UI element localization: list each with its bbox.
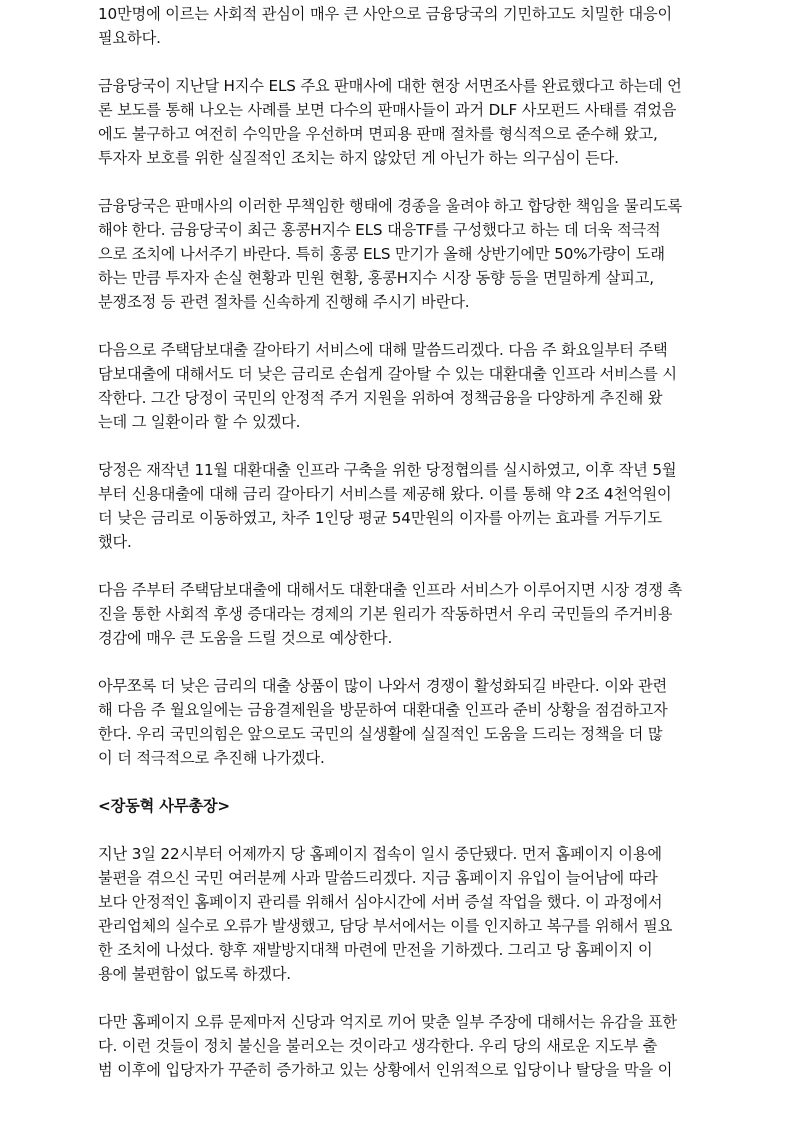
paragraph-lower-rates: 아무쪼록 더 낮은 금리의 대출 상품이 많이 나와서 경쟁이 활성화되길 바란다. 이와 관련 해 다음 주 월요일에는 금융결제원을 방문하여 대환대출 인프라 준비 상황을 점검하고자 한다. 우리 국민의힘은 앞으로도 국민의 실생활에 실질적인 도움을 드리는 정책을 더 많 이 더 적극적으로 추진해 나가겠다. bbox=[98, 677, 668, 767]
paragraph-gap bbox=[98, 170, 694, 194]
paragraph-accountability: 금융당국은 판매사의 이러한 무책임한 행태에 경종을 울려야 하고 합당한 책임을 물리도록 해야 한다. 금융당국이 최근 홍콩H지수 ELS 대응TF를 구성했다고 하는 데 더욱 적극적 으로 조치에 나서주기 바란다. 특히 홍콩 ELS 만기가 올해 상반기에만 50%가량이 도래 하는 만큼 투자자 손실 현황과 민원 현황, 홍콩H지수 시장 동향 등을 면밀하게 살피고, 분쟁조정 등 관련 절차를 신속하게 진행해 주시기 바란다. bbox=[98, 197, 683, 311]
paragraph-gap bbox=[98, 314, 694, 338]
paragraph-refinance-history: 당정은 재작년 11월 대환대출 인프라 구축을 위한 당정협의를 실시하였고, 이후 작년 5월 부터 신용대출에 대해 금리 갈아타기 서비스를 제공해 왔다. 이를 통해 약 2조 4천억원이 더 낮은 금리로 이동하였고, 차주 1인당 평균 54만원의 이자를 아끼는 효과를 거두기도 했다. bbox=[98, 461, 677, 551]
paragraph-gap bbox=[98, 770, 694, 794]
paragraph-gap bbox=[98, 434, 694, 458]
paragraph-survey-sellers: 금융당국이 지난달 H지수 ELS 주요 판매사에 대한 현장 서면조사를 완료했다고 하는데 언 론 보도를 통해 나오는 사례를 보면 다수의 판매사들이 과거 DLF 사모펀드 사태를 겪었음 에도 불구하고 여전히 수익만을 우선하며 면피용 판매 절차를 형식적으로 준수해 왔고, 투자자 보호를 위한 실질적인 조치는 하지 않았던 게 아닌가 하는 의구심이 든다. bbox=[98, 77, 682, 167]
paragraph-gap bbox=[98, 818, 694, 842]
paragraph-competition: 다음 주부터 주택담보대출에 대해서도 대환대출 인프라 서비스가 이루어지면 시장 경쟁 촉 진을 통한 사회적 후생 증대라는 경제의 기본 원리가 작동하면서 우리 국민들의 주거비용 경감에 매우 큰 도움을 드릴 것으로 예상한다. bbox=[98, 581, 683, 647]
paragraph-gap bbox=[98, 50, 694, 74]
paragraph-hongkong-els-intro: 10만명에 이르는 사회적 관심이 매우 큰 사안으로 금융당국의 기민하고도 치밀한 대응이 필요하다. bbox=[98, 5, 673, 47]
paragraph-regret-claims: 다만 홈페이지 오류 문제마저 신당과 억지로 끼어 맞춘 일부 주장에 대해서는 유감을 표한 다. 이런 것들이 정치 불신을 불러오는 것이라고 생각한다. 우리 당의 새로운 지도부 출 범 이후에 입당자가 꾸준히 증가하고 있는 상황에서 인위적으로 입당이나 탈당을 막을 이 bbox=[98, 1013, 677, 1079]
paragraph-homepage-outage: 지난 3일 22시부터 어제까지 당 홈페이지 접속이 일시 중단됐다. 먼저 홈페이지 이용에 불편을 겪으신 국민 여러분께 사과 말씀드리겠다. 지금 홈페이지 유입이 늘어남에 따라 보다 안정적인 홈페이지 관리를 위해서 심야시간에 서버 증설 작업을 했다. 이 과정에서 관리업체의 실수로 오류가 발생했고, 담당 부서에서는 이를 인지하고 복구를 위해서 필요 한 조치에 나섰다. 향후 재발방지대책 마련에 만전을 기하겠다. 그리고 당 홈페이지 이 용에 불편함이 없도록 하겠다. bbox=[98, 845, 673, 983]
document-page bbox=[98, 0, 694, 1082]
paragraph-gap bbox=[98, 986, 694, 1010]
section-heading-secretary-general: <장동혁 사무총장> bbox=[98, 797, 230, 815]
paragraph-gap bbox=[98, 554, 694, 578]
paragraph-gap bbox=[98, 650, 694, 674]
paragraph-mortgage-refinance: 다음으로 주택담보대출 갈아타기 서비스에 대해 말씀드리겠다. 다음 주 화요일부터 주택 담보대출에 대해서도 더 낮은 금리로 손쉽게 갈아탈 수 있는 대환대출 인프라 서비스를 시 작한다. 그간 당정이 국민의 안정적 주거 지원을 위하여 정책금융을 다양하게 추진해 왔 는데 그 일환이라 할 수 있겠다. bbox=[98, 341, 677, 431]
